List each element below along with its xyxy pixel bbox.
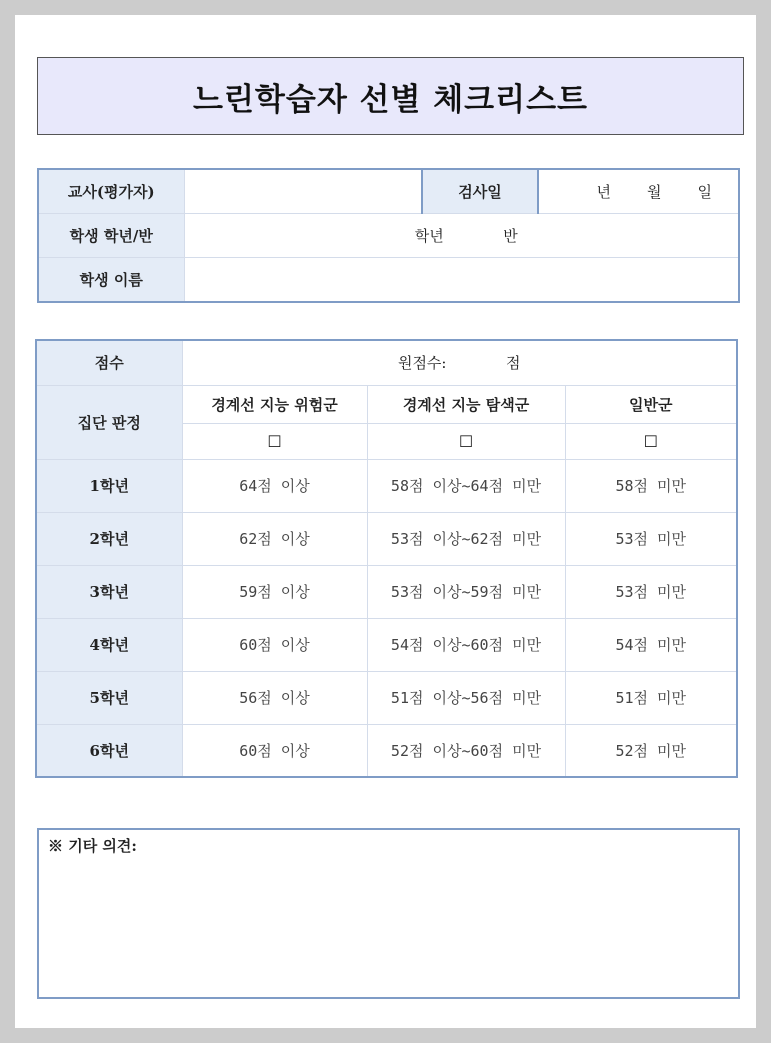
group-judgement-label: 집단 판정 <box>36 385 182 459</box>
grade-label: 6학년 <box>36 724 182 777</box>
explore-threshold: 58점 이상~64점 미만 <box>367 459 565 512</box>
document-page <box>15 15 756 1028</box>
table-row <box>36 565 737 618</box>
raw-score-label: 원점수: <box>397 354 447 373</box>
group-risk-header: 경계선 지능 위험군 <box>182 385 367 423</box>
score-label: 점수 <box>36 340 182 385</box>
risk-threshold: 60점 이상 <box>182 724 367 777</box>
grade-class-label: 학생 학년/반 <box>38 214 184 258</box>
page-title: 느린학습자 선별 체크리스트 <box>193 81 588 118</box>
student-name-field[interactable] <box>184 258 739 303</box>
explore-threshold: 53점 이상~62점 미만 <box>367 512 565 565</box>
normal-threshold: 53점 미만 <box>565 565 737 618</box>
exam-date-field[interactable] <box>538 169 739 214</box>
score-row <box>36 340 737 385</box>
normal-threshold: 54점 미만 <box>565 618 737 671</box>
explore-threshold: 54점 이상~60점 미만 <box>367 618 565 671</box>
risk-threshold: 59점 이상 <box>182 565 367 618</box>
grade-label: 1학년 <box>36 459 182 512</box>
other-opinion-field[interactable] <box>37 828 740 999</box>
normal-threshold: 53점 미만 <box>565 512 737 565</box>
student-name-row <box>38 258 739 303</box>
risk-threshold: 60점 이상 <box>182 618 367 671</box>
group-normal-header: 일반군 <box>565 385 737 423</box>
other-opinion-label: ※ 기타 의견: <box>48 837 137 855</box>
normal-checkbox[interactable]: ☐ <box>643 431 658 451</box>
table-row <box>36 724 737 777</box>
raw-score-unit: 점 <box>506 354 521 373</box>
risk-threshold: 62점 이상 <box>182 512 367 565</box>
explore-threshold: 52점 이상~60점 미만 <box>367 724 565 777</box>
info-table <box>37 168 740 303</box>
exam-date-label: 검사일 <box>422 169 538 214</box>
table-row <box>36 671 737 724</box>
grade-label: 3학년 <box>36 565 182 618</box>
date-year-unit: 년 <box>596 183 611 201</box>
date-month-unit: 월 <box>647 183 662 201</box>
grade-label: 5학년 <box>36 671 182 724</box>
teacher-label: 교사(평가자) <box>38 169 184 214</box>
explore-threshold: 51점 이상~56점 미만 <box>367 671 565 724</box>
raw-score-field[interactable] <box>182 340 737 385</box>
teacher-field[interactable] <box>184 169 422 214</box>
table-row <box>36 512 737 565</box>
risk-checkbox[interactable]: ☐ <box>267 431 282 451</box>
teacher-row <box>38 169 739 214</box>
score-table <box>35 339 738 778</box>
normal-threshold: 51점 미만 <box>565 671 737 724</box>
risk-checkbox-cell <box>182 423 367 459</box>
student-name-label: 학생 이름 <box>38 258 184 303</box>
title-banner <box>37 57 744 135</box>
group-header-row <box>36 385 737 423</box>
grade-label: 2학년 <box>36 512 182 565</box>
risk-threshold: 64점 이상 <box>182 459 367 512</box>
group-explore-header: 경계선 지능 탐색군 <box>367 385 565 423</box>
class-unit: 반 <box>503 227 518 245</box>
normal-threshold: 52점 미만 <box>565 724 737 777</box>
grade-class-row <box>38 214 739 258</box>
explore-checkbox[interactable]: ☐ <box>458 431 474 451</box>
date-day-unit: 일 <box>697 183 712 201</box>
table-row <box>36 618 737 671</box>
grade-label: 4학년 <box>36 618 182 671</box>
table-row <box>36 459 737 512</box>
normal-threshold: 58점 미만 <box>565 459 737 512</box>
explore-checkbox-cell <box>367 423 565 459</box>
risk-threshold: 56점 이상 <box>182 671 367 724</box>
normal-checkbox-cell <box>565 423 737 459</box>
explore-threshold: 53점 이상~59점 미만 <box>367 565 565 618</box>
grade-unit: 학년 <box>414 227 444 245</box>
grade-class-field[interactable] <box>184 214 739 258</box>
